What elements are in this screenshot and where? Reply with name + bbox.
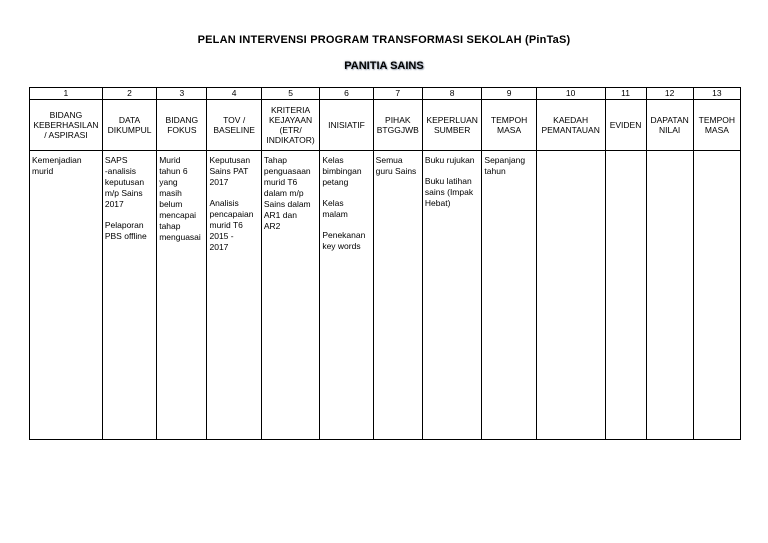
- cell-tov-baseline: [207, 151, 261, 440]
- cell-keperluan-sumber: [422, 151, 482, 440]
- column-number: 7: [373, 88, 422, 100]
- cell-bidang-fokus: [157, 151, 207, 440]
- header-cell: [605, 100, 646, 151]
- cell-inisiatif: [320, 151, 373, 440]
- cell-eviden: [605, 151, 646, 440]
- column-number: 9: [482, 88, 536, 100]
- header-bidang-keberhasilan: BIDANG KEBERHASILAN / ASPIRASI: [33, 110, 99, 140]
- header-cell: [646, 100, 693, 151]
- header-cell: [536, 100, 605, 151]
- header-cell: [373, 100, 422, 151]
- cell-text: Analisis pencapaian murid T6 2015 - 2017: [209, 198, 254, 252]
- cell-pihak-btggjwb: [373, 151, 422, 440]
- header-cell: [207, 100, 261, 151]
- table-row: [30, 151, 741, 440]
- column-number: 12: [646, 88, 693, 100]
- cell-text: Kemenjadian murid: [32, 155, 82, 176]
- header-cell: [102, 100, 156, 151]
- column-number: 6: [320, 88, 373, 100]
- cell-aspirasi: [30, 151, 103, 440]
- intervention-plan-table: [29, 87, 741, 440]
- header-tempoh-masa-2: TEMPOH MASA: [698, 115, 736, 135]
- document-subtitle: PANITIA SAINS: [344, 60, 424, 72]
- document-title: PELAN INTERVENSI PROGRAM TRANSFORMASI SEKOLAH (PinTaS): [197, 34, 571, 46]
- column-number-row: [30, 88, 741, 100]
- cell-text: Tahap penguasaan murid T6 dalam m/p Sains dalam AR1 dan AR2: [263, 155, 311, 231]
- column-number: 10: [536, 88, 605, 100]
- cell-text: Keputusan Sains PAT 2017: [209, 155, 251, 187]
- cell-text: Semua guru Sains: [375, 155, 417, 176]
- cell-text: Penekanan key words: [322, 230, 366, 251]
- cell-kriteria-kejayaan: [261, 151, 319, 440]
- cell-text: Pelaporan PBS offline: [104, 220, 147, 241]
- header-kriteria-kejayaan: KRITERIA KEJAYAAN (ETR/ INDIKATOR): [266, 105, 315, 145]
- header-tov-baseline: TOV / BASELINE: [213, 115, 255, 135]
- cell-text: SAPS -analisis keputusan m/p Sains 2017: [104, 155, 145, 209]
- header-cell: [30, 100, 103, 151]
- header-bidang-fokus: BIDANG FOKUS: [165, 115, 199, 135]
- cell-text: Murid tahun 6 yang masih belum mencapai tahap menguasai: [159, 155, 201, 242]
- header-cell: [320, 100, 373, 151]
- header-cell: [693, 100, 740, 151]
- column-number: 8: [422, 88, 482, 100]
- cell-text: Buku latihan sains (Impak Hebat): [424, 176, 474, 208]
- column-number: 2: [102, 88, 156, 100]
- column-number: 11: [605, 88, 646, 100]
- cell-dapatan-nilai: [646, 151, 693, 440]
- cell-data-dikumpul: [102, 151, 156, 440]
- column-number: 3: [157, 88, 207, 100]
- cell-kaedah-pemantauan: [536, 151, 605, 440]
- header-cell: [261, 100, 319, 151]
- column-number: 4: [207, 88, 261, 100]
- column-number: 5: [261, 88, 319, 100]
- header-data-dikumpul: DATA DIKUMPUL: [107, 115, 152, 135]
- header-keperluan-sumber: KEPERLUAN SUMBER: [426, 115, 478, 135]
- cell-text: Sepanjang tahun: [484, 155, 526, 176]
- cell-text: Kelas malam: [322, 198, 348, 219]
- header-tempoh-masa: TEMPOH MASA: [490, 115, 528, 135]
- cell-text: Kelas bimbingan petang: [322, 155, 362, 187]
- header-dapatan-nilai: DAPATAN NILAI: [650, 115, 689, 135]
- cell-text: Buku rujukan: [424, 155, 475, 165]
- header-cell: [422, 100, 482, 151]
- column-number: 1: [30, 88, 103, 100]
- header-pihak-btggjwb: PIHAK BTGGJWB: [376, 115, 419, 135]
- header-cell: [157, 100, 207, 151]
- header-inisiatif: INISIATIF: [328, 120, 365, 130]
- header-cell: [482, 100, 536, 151]
- cell-tempoh-masa: [482, 151, 536, 440]
- column-number: 13: [693, 88, 740, 100]
- header-kaedah-pemantauan: KAEDAH PEMANTAUAN: [541, 115, 600, 135]
- header-eviden: EVIDEN: [609, 120, 642, 130]
- cell-tempoh-masa-2: [693, 151, 740, 440]
- header-row: [30, 100, 741, 151]
